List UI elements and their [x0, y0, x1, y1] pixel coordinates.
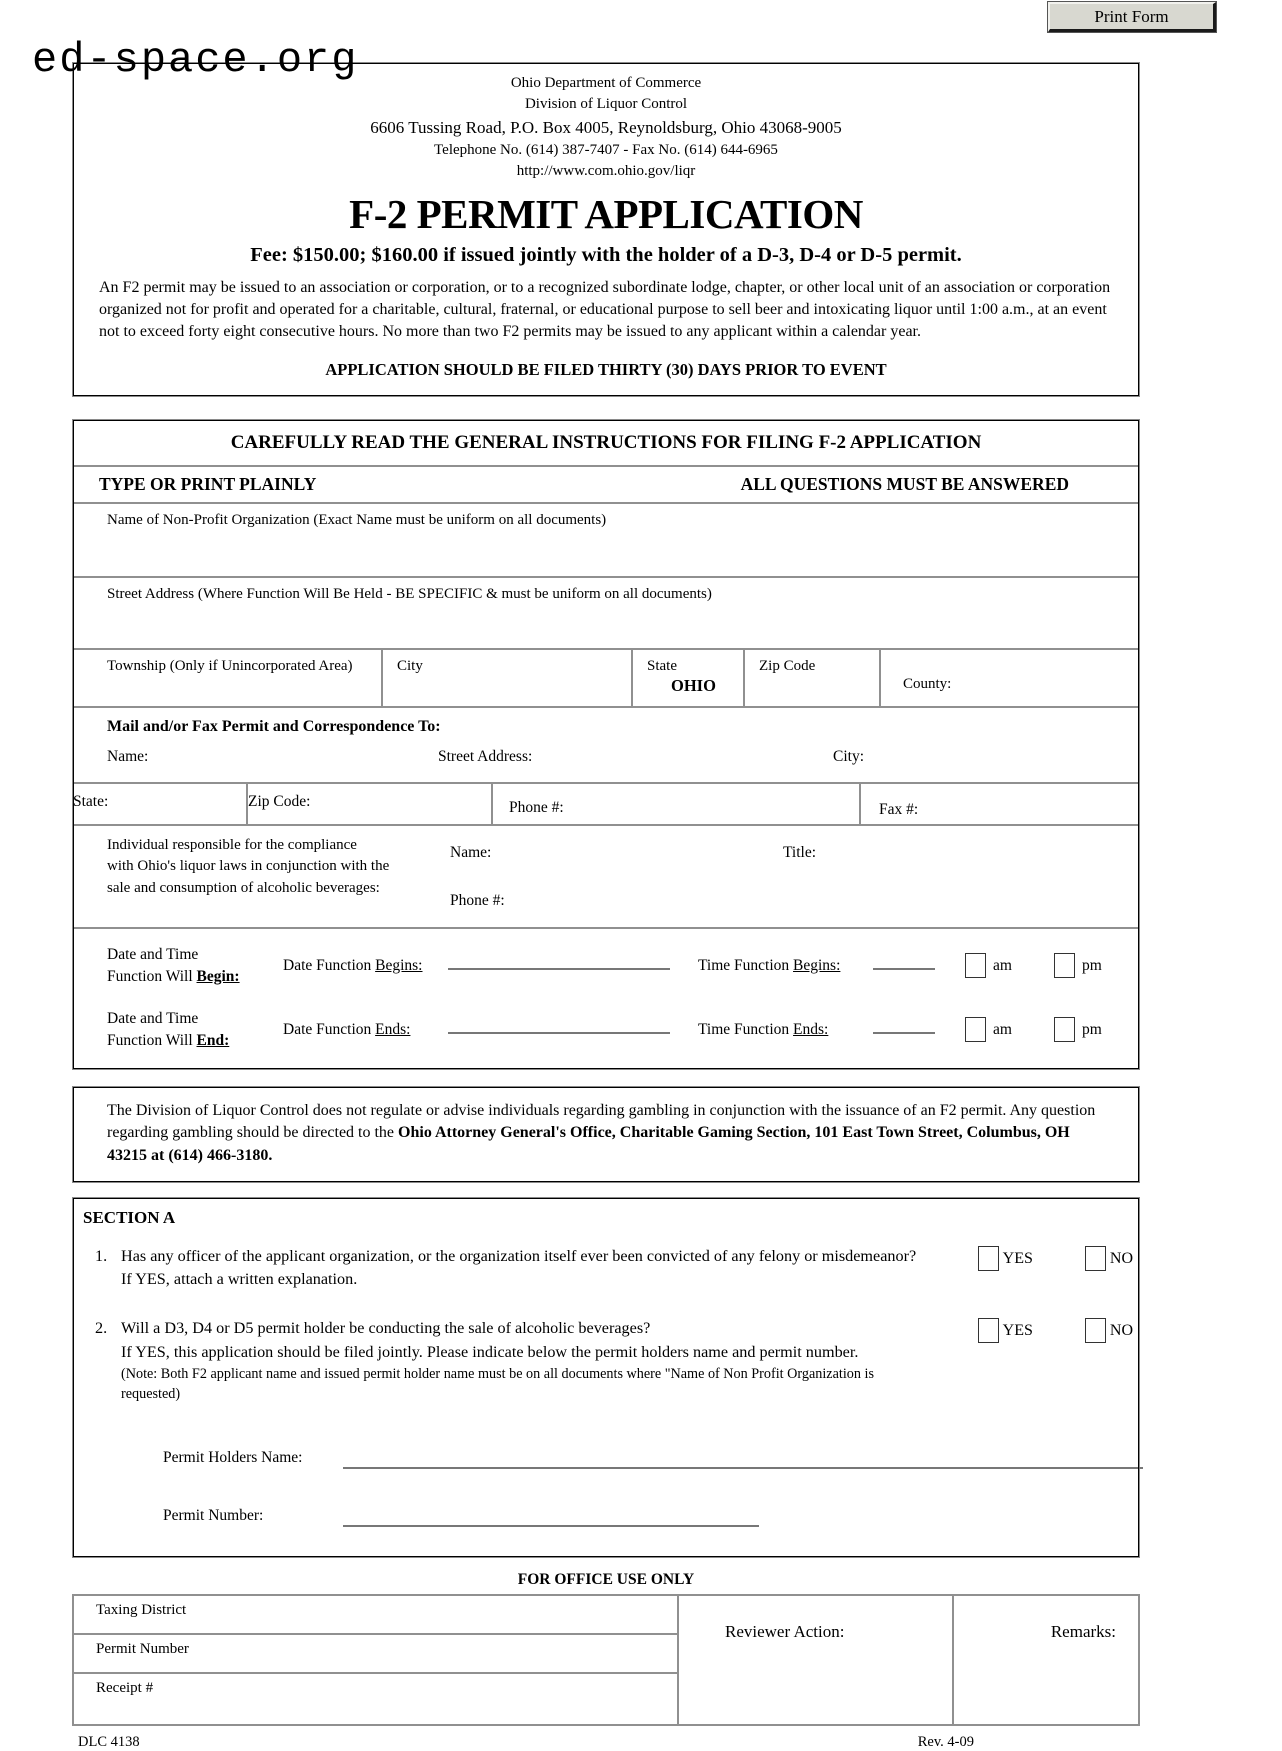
application-form-box — [72, 419, 1140, 1070]
office-permit-number-label: Permit Number — [96, 1640, 189, 1657]
township-label: Township (Only if Unincorporated Area) — [107, 657, 353, 674]
begin-pm-option[interactable] — [1054, 953, 1102, 978]
end-label-line-2-bold: End: — [196, 1031, 230, 1049]
begin-pm-label: pm — [1081, 956, 1102, 974]
gambling-notice-box — [72, 1086, 1140, 1183]
state-value: OHIO — [671, 675, 716, 695]
street-address-label: Street Address (Where Function Will Be Held - BE SPECIFIC & must be uniform on all documents) — [107, 585, 712, 602]
question-2-yes-label: YES — [1002, 1322, 1033, 1340]
date-begins-label-wrap — [283, 957, 448, 975]
question-1-no-option[interactable] — [1085, 1246, 1133, 1271]
question-2-text: Will a D3, D4 or D5 permit holder be conducting the sale of alcoholic beverages? — [121, 1319, 651, 1338]
question-2-no-checkbox[interactable] — [1085, 1318, 1106, 1343]
mail-zip-field[interactable] — [248, 784, 493, 824]
end-am-label: am — [993, 1020, 1012, 1038]
begin-am-option[interactable] — [965, 953, 1012, 978]
date-ends-bold: Ends: — [375, 1020, 411, 1038]
reviewer-action-cell[interactable] — [679, 1596, 954, 1724]
question-1-text: Has any officer of the applicant organization, or the organization itself ever been convicted of any felony or misdemeanor? — [121, 1246, 917, 1265]
permit-holders-name-label: Permit Holders Name: — [163, 1448, 303, 1466]
print-instruction-row — [73, 467, 1139, 504]
office-use-table — [72, 1594, 1140, 1726]
question-1-sub: If YES, attach a written explanation. — [121, 1270, 358, 1289]
question-1-answers — [978, 1246, 1133, 1271]
compliance-phone-label: Phone #: — [450, 891, 505, 909]
mail-name-label: Name: — [107, 747, 149, 765]
mail-state-label: State: — [73, 792, 109, 810]
date-begins-line — [448, 968, 670, 970]
end-am-option[interactable] — [965, 1017, 1012, 1042]
function-begin-row — [73, 929, 1139, 999]
question-2-sub: If YES, this application should be filed jointly. Please indicate below the permit holders name and permit number. — [121, 1342, 859, 1361]
reviewer-action-label: Reviewer Action: — [725, 1621, 845, 1641]
mail-name-field[interactable] — [73, 748, 438, 766]
end-label-line-1: Date and Time — [107, 1009, 199, 1027]
end-label — [73, 1008, 283, 1052]
all-questions-label: ALL QUESTIONS MUST BE ANSWERED — [740, 473, 1069, 494]
mail-street-label: Street Address: — [438, 747, 533, 765]
fee-notice: Fee: $150.00; $160.00 if issued jointly with the holder of a D-3, D-4 or D-5 permit. — [250, 244, 962, 267]
begin-pm-checkbox[interactable] — [1054, 953, 1075, 978]
compliance-title-label: Title: — [783, 843, 817, 861]
agency-line-2: Division of Liquor Control — [524, 96, 688, 113]
office-permit-number-row[interactable] — [74, 1635, 677, 1674]
county-field[interactable] — [881, 650, 1139, 706]
question-2-note: (Note: Both F2 applicant name and issued permit holder name must be on all documents where "Name of Non Profit Organization is requested) — [121, 1366, 874, 1403]
compliance-name-label: Name: — [450, 843, 492, 861]
mail-zip-label: Zip Code: — [248, 792, 311, 810]
type-or-print-label: TYPE OR PRINT PLAINLY — [99, 473, 317, 494]
mail-state-field[interactable] — [73, 784, 248, 824]
page-title: F-2 PERMIT APPLICATION — [349, 191, 863, 238]
date-ends-line — [448, 1032, 670, 1034]
end-label-line-2-pre: Function Will — [107, 1031, 197, 1049]
date-begins-pre: Date Function — [283, 956, 376, 974]
question-1-no-label: NO — [1109, 1249, 1133, 1267]
time-begins-label-wrap — [698, 957, 873, 975]
date-ends-input[interactable] — [448, 1021, 698, 1039]
city-field[interactable] — [383, 650, 633, 706]
compliance-block — [73, 826, 1139, 929]
compliance-line-1: Individual responsible for the compliance — [107, 836, 357, 853]
compliance-line-3: sale and consumption of alcoholic beverages: — [107, 880, 380, 897]
state-field[interactable] — [633, 650, 745, 706]
remarks-cell[interactable] — [954, 1596, 1138, 1724]
question-2-yes-option[interactable] — [978, 1318, 1033, 1343]
begin-label — [73, 944, 283, 988]
mail-city-label: City: — [833, 747, 865, 765]
office-use-heading: FOR OFFICE USE ONLY — [517, 1570, 695, 1588]
mail-city-field[interactable] — [833, 748, 1139, 766]
time-begins-pre: Time Function — [698, 956, 794, 974]
agency-address: 6606 Tussing Road, P.O. Box 4005, Reynoldsburg, Ohio 43068-9005 — [370, 117, 842, 137]
header-box — [72, 62, 1140, 397]
compliance-description — [73, 835, 443, 913]
end-pm-option[interactable] — [1054, 1017, 1102, 1042]
office-use-left-column — [74, 1596, 679, 1724]
question-2-no-option[interactable] — [1085, 1318, 1133, 1343]
time-ends-label-wrap — [698, 1021, 873, 1039]
filing-notice: APPLICATION SHOULD BE FILED THIRTY (30) DAYS PRIOR TO EVENT — [325, 359, 887, 379]
street-address-field[interactable] — [73, 578, 1139, 650]
gambling-notice-text: The Division of Liquor Control does not regulate or advise individuals regarding gambling in conjunction with the issuance of an F2 permit. Any question regarding gambling should be directed to the — [107, 1101, 1096, 1142]
taxing-district-row[interactable] — [74, 1596, 677, 1635]
compliance-fields — [443, 835, 1139, 913]
question-2-no-label: NO — [1109, 1322, 1133, 1340]
date-begins-bold: Begins: — [375, 956, 423, 974]
mail-header-label: Mail and/or Fax Permit and Correspondence To: — [107, 717, 441, 735]
question-2-number: 2. — [95, 1319, 108, 1338]
city-label: City — [397, 657, 423, 674]
time-ends-pre: Time Function — [698, 1020, 794, 1038]
print-form-label: Print Form — [1094, 6, 1169, 26]
end-am-checkbox[interactable] — [965, 1017, 986, 1042]
permit-number-input[interactable] — [343, 1497, 759, 1527]
begin-label-line-1: Date and Time — [107, 945, 199, 963]
time-begins-input[interactable] — [873, 957, 951, 975]
question-1-no-checkbox[interactable] — [1085, 1246, 1106, 1271]
mail-address-row — [73, 784, 1139, 826]
section-a-box — [72, 1197, 1140, 1558]
mail-phone-field[interactable] — [493, 784, 861, 824]
township-field[interactable] — [73, 650, 383, 706]
zip-field[interactable] — [745, 650, 881, 706]
taxing-district-label: Taxing District — [96, 1601, 187, 1618]
page-footer — [72, 1734, 1140, 1751]
permit-holders-name-input[interactable] — [343, 1439, 1143, 1469]
mail-phone-label: Phone #: — [509, 798, 564, 816]
question-1-yes-option[interactable] — [978, 1246, 1033, 1271]
time-ends-line — [873, 1032, 935, 1034]
question-2-answers — [978, 1318, 1133, 1343]
begin-label-line-2-bold: Begin: — [196, 967, 240, 985]
permit-number-label: Permit Number: — [163, 1506, 264, 1524]
permit-description: An F2 permit may be issued to an association or corporation, or to a recognized subordinate lodge, chapter, or other local unit of an association or corporation organized not for profit and operated for a charitable, cultural, fraternal, or educational purpose to sell beer and intoxicating liquor until 1:00 a.m., at an event not to exceed forty eight consecutive hours. No more than two F2 permits may be issued to any applicant within a calendar year. — [99, 279, 1111, 341]
question-1-yes-label: YES — [1002, 1249, 1033, 1267]
receipt-number-label: Receipt # — [96, 1679, 154, 1696]
section-a-heading: SECTION A — [83, 1207, 176, 1227]
question-1-number: 1. — [95, 1246, 108, 1265]
agency-website: http://www.com.ohio.gov/liqr — [516, 163, 696, 180]
print-form-button[interactable] — [1048, 2, 1216, 32]
agency-phone-fax: Telephone No. (614) 387-7407 - Fax No. (614) 644-6965 — [434, 141, 778, 158]
gambling-notice-contact: Ohio Attorney General's Office, Charitable Gaming Section, 101 East Town Street, Columbus, OH 43215 at (614) 466-3180. — [107, 1124, 1070, 1164]
remarks-label: Remarks: — [1050, 1621, 1116, 1641]
mail-fax-label: Fax #: — [879, 800, 919, 818]
permit-holder-fields — [73, 1439, 1139, 1527]
time-begins-bold: Begins: — [793, 956, 841, 974]
question-2-yes-checkbox[interactable] — [978, 1318, 999, 1343]
time-begins-line — [873, 968, 935, 970]
question-1 — [73, 1245, 1139, 1292]
agency-line-1: Ohio Department of Commerce — [510, 75, 702, 91]
question-2 — [73, 1317, 1139, 1405]
zip-label: Zip Code — [759, 657, 816, 674]
form-revision: Rev. 4-09 — [917, 1733, 974, 1750]
form-number: DLC 4138 — [78, 1733, 140, 1750]
begin-am-checkbox[interactable] — [965, 953, 986, 978]
county-label: County: — [903, 675, 952, 692]
permit-holders-name-row[interactable] — [163, 1439, 1139, 1469]
begin-am-label: am — [993, 956, 1012, 974]
instructions-banner: CAREFULLY READ THE GENERAL INSTRUCTIONS FOR FILING F-2 APPLICATION — [73, 420, 1139, 467]
end-pm-label: pm — [1081, 1020, 1102, 1038]
watermark-text: ed-space.org — [32, 36, 359, 84]
time-ends-input[interactable] — [873, 1021, 951, 1039]
date-ends-pre: Date Function — [283, 1020, 376, 1038]
form-sheet — [72, 62, 1140, 1751]
org-name-label: Name of Non-Profit Organization (Exact Name must be uniform on all documents) — [107, 511, 607, 528]
permit-number-row[interactable] — [163, 1497, 1139, 1527]
end-pm-checkbox[interactable] — [1054, 1017, 1075, 1042]
date-ends-label-wrap — [283, 1021, 448, 1039]
function-end-row — [73, 999, 1139, 1069]
date-begins-input[interactable] — [448, 957, 698, 975]
org-name-field[interactable] — [73, 504, 1139, 578]
state-label: State — [647, 657, 677, 674]
compliance-line-2: with Ohio's liquor laws in conjunction with the — [107, 858, 390, 875]
time-ends-bold: Ends: — [793, 1020, 829, 1038]
begin-label-line-2-pre: Function Will — [107, 967, 197, 985]
receipt-number-row[interactable] — [74, 1674, 677, 1724]
mail-contact-row — [73, 736, 1139, 782]
question-1-yes-checkbox[interactable] — [978, 1246, 999, 1271]
mail-fax-field[interactable] — [861, 784, 1139, 824]
mail-street-field[interactable] — [438, 748, 833, 766]
mail-correspondence-block — [73, 708, 1139, 784]
location-row — [73, 650, 1139, 708]
